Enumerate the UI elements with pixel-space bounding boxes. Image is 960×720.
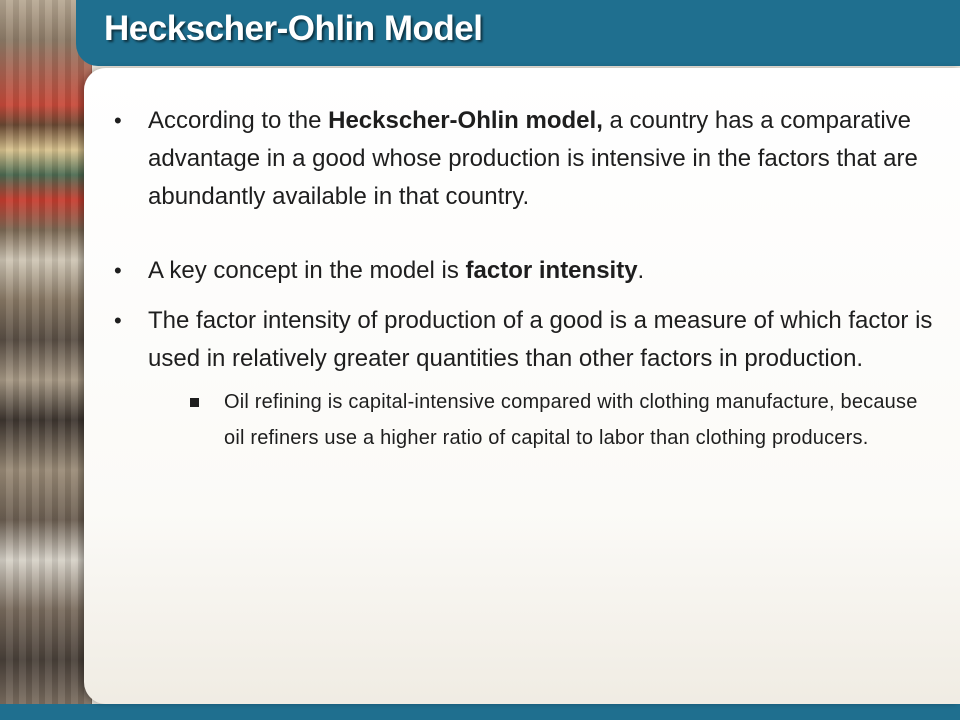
bullet-item-3 [114, 302, 934, 456]
bullet-text: The factor intensity of production of a good is a measure of which factor is used in relatively greater quantities than other factors in production. [148, 307, 933, 372]
slide-title: Heckscher-Ohlin Model [104, 9, 483, 48]
bullet-text-pre: A key concept in the model is [148, 257, 466, 284]
bottom-band [0, 704, 960, 720]
square-bullet-icon [190, 398, 199, 407]
bullet-text-post: a country has a comparative advantage in a good whose production is intensive in the factors that are abundantly available in that country. [148, 107, 918, 210]
bullet-dot-icon: • [114, 308, 122, 333]
bullet-item-2 [114, 252, 934, 290]
bullet-text-pre: According to the [148, 107, 329, 134]
bullet-dot-icon: • [114, 258, 122, 283]
bullet-text-bold: Heckscher-Ohlin model, [328, 107, 603, 134]
bullet-text-post: . [637, 257, 645, 284]
bullet-list [114, 102, 934, 456]
street-photo-image [0, 0, 92, 720]
sub-bullet-text: Oil refining is capital-intensive compared with clothing manufacture, because oil refiners use a higher ratio of capital to labor than clothing producers. [224, 391, 918, 449]
bullet-text-bold: factor intensity [465, 257, 638, 284]
bullet-item-1 [114, 102, 934, 216]
bullet-dot-icon: • [114, 108, 122, 133]
sub-bullet-item-1 [190, 384, 934, 456]
